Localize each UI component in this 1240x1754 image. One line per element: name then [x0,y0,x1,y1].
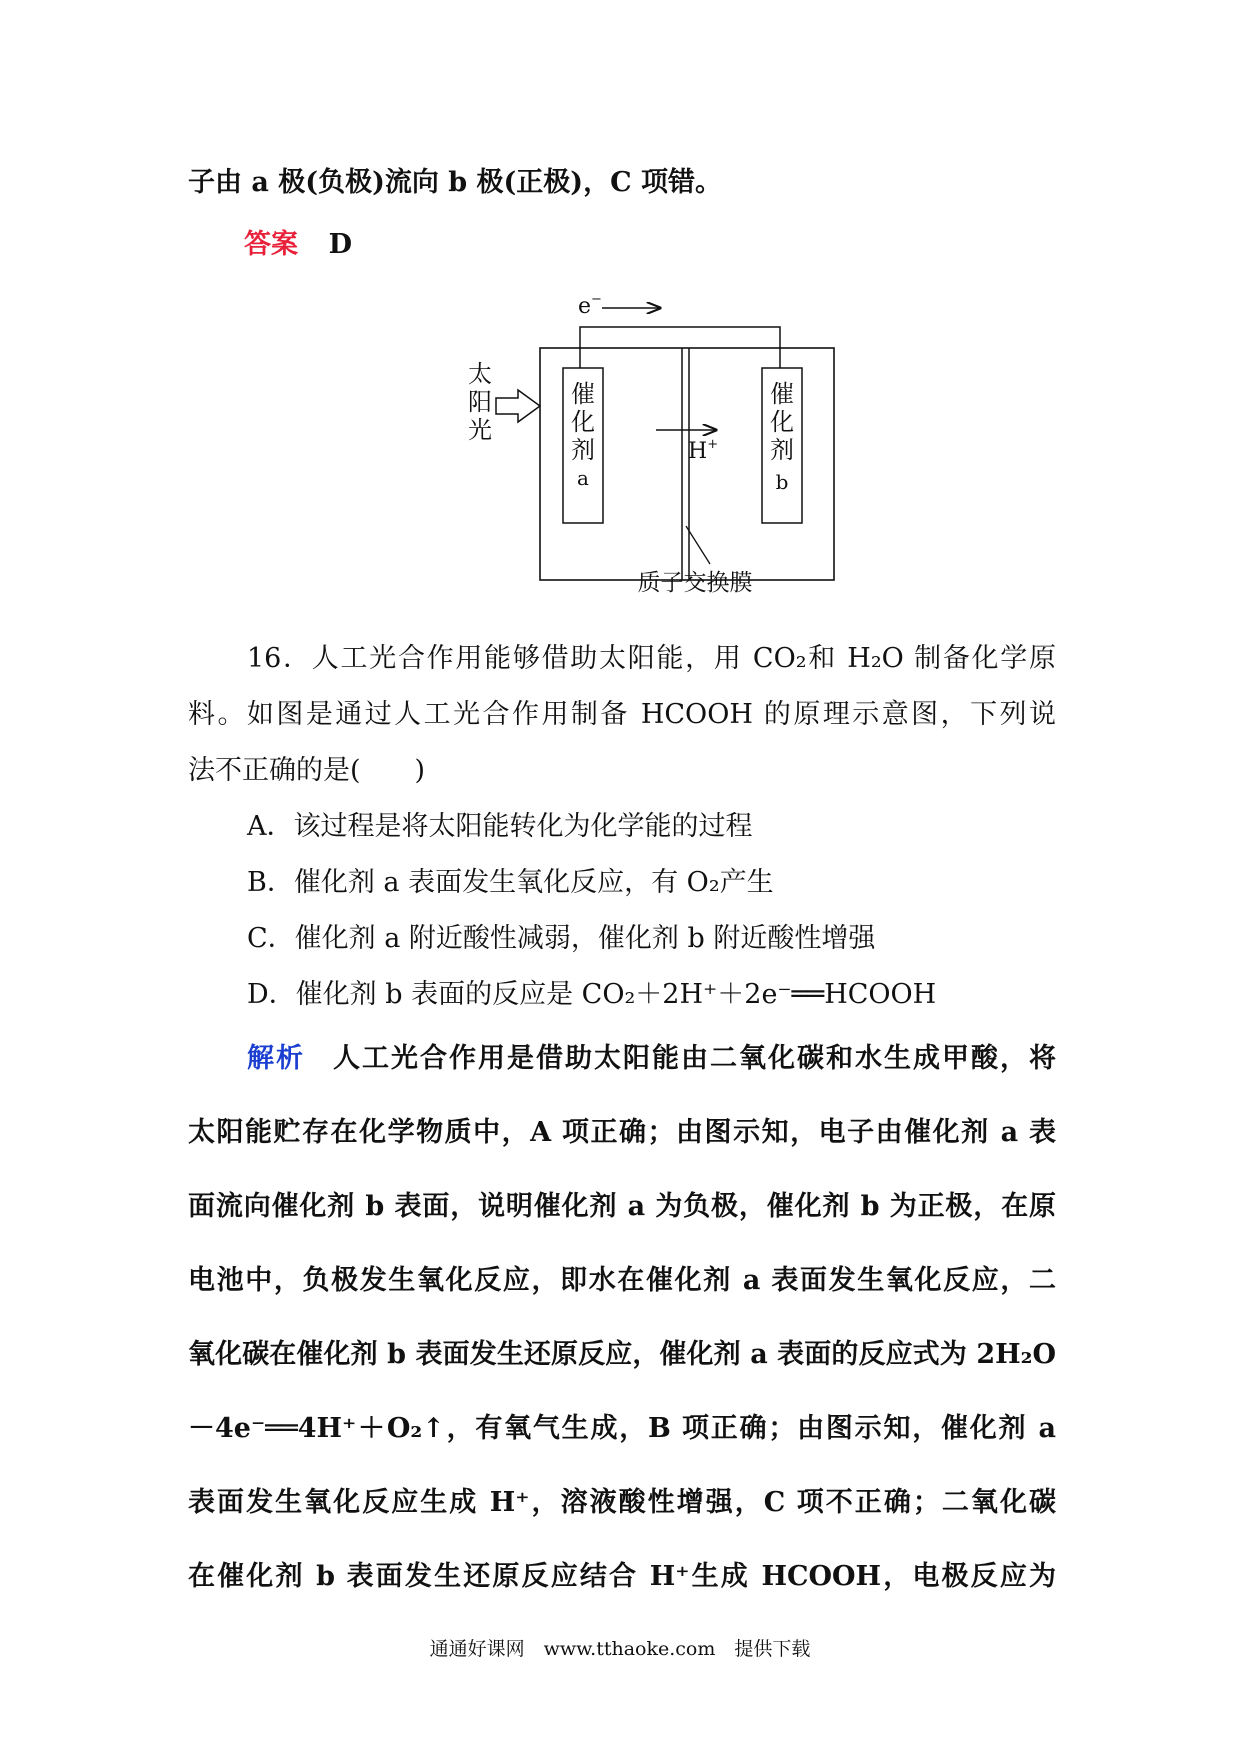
svg-text:b: b [775,470,789,494]
answer-row [244,222,352,261]
question-line-1: 16．人工光合作用能够借助太阳能，用 CO₂和 H₂O 制备化学原 [247,643,1056,674]
svg-text:剂: 剂 [770,436,794,464]
answer-value: D [328,229,353,260]
svg-text:催: 催 [571,380,595,408]
footer-source: 通通好课网 www.tthaoke.com 提供下载 [429,1638,811,1660]
catalyst-b-label [770,380,794,494]
catalyst-a-label [571,380,595,490]
electron-label: e− [578,292,602,319]
option-d: D．催化剂 b 表面的反应是 CO₂＋2H⁺＋2e⁻══HCOOH [247,979,937,1010]
svg-text:阳: 阳 [468,388,492,416]
answer-label: 答案 [244,229,298,260]
analysis-first-line: 解析 人工光合作用是借助太阳能由二氧化碳和水生成甲酸，将 [247,1043,1056,1074]
analysis-line-6: －4e⁻══4H⁺＋O₂↑，有氧气生成，B 项正确；由图示知，催化剂 a [188,1413,1056,1444]
question-line-2: 料。如图是通过人工光合作用制备 HCOOH 的原理示意图，下列说 [188,699,1056,730]
svg-text:催: 催 [770,380,794,408]
analysis-line-4: 电池中，负极发生氧化反应，即水在催化剂 a 表面发生氧化反应，二 [188,1265,1056,1296]
svg-text:化: 化 [571,408,595,436]
analysis-line-5: 氧化碳在催化剂 b 表面发生还原反应，催化剂 a 表面的反应式为 2H₂O [188,1339,1056,1370]
svg-text:剂: 剂 [571,436,595,464]
analysis-line-7: 表面发生氧化反应生成 H⁺，溶液酸性增强，C 项不正确；二氧化碳 [188,1487,1056,1518]
photosynthesis-diagram [460,286,860,604]
svg-text:光: 光 [468,416,492,444]
svg-text:化: 化 [770,408,794,436]
analysis-line-2: 太阳能贮存在化学物质中，A 项正确；由图示知，电子由催化剂 a 表 [188,1117,1056,1148]
svg-text:a: a [577,466,589,490]
analysis-line-8: 在催化剂 b 表面发生还原反应结合 H⁺生成 HCOOH，电极反应为 [188,1561,1056,1592]
option-a: A．该过程是将太阳能转化为化学能的过程 [247,811,753,842]
question-line-3: 法不正确的是( ) [188,755,426,786]
previous-answer-tail: 子由 a 极(负极)流向 b 极(正极)，C 项错。 [188,167,722,198]
analysis-line-3: 面流向催化剂 b 表面，说明催化剂 a 为负极，催化剂 b 为正极，在原 [188,1191,1056,1222]
proton-label: H+ [688,437,719,464]
sunlight-label [468,360,492,444]
membrane-label: 质子交换膜 [637,570,753,596]
option-c: C．催化剂 a 附近酸性减弱，催化剂 b 附近酸性增强 [247,923,876,954]
sunlight-arrow [496,390,540,422]
analysis-label: 解析 [247,1043,305,1074]
svg-text:太: 太 [468,360,492,388]
option-b: B．催化剂 a 表面发生氧化反应，有 O₂产生 [247,867,774,898]
